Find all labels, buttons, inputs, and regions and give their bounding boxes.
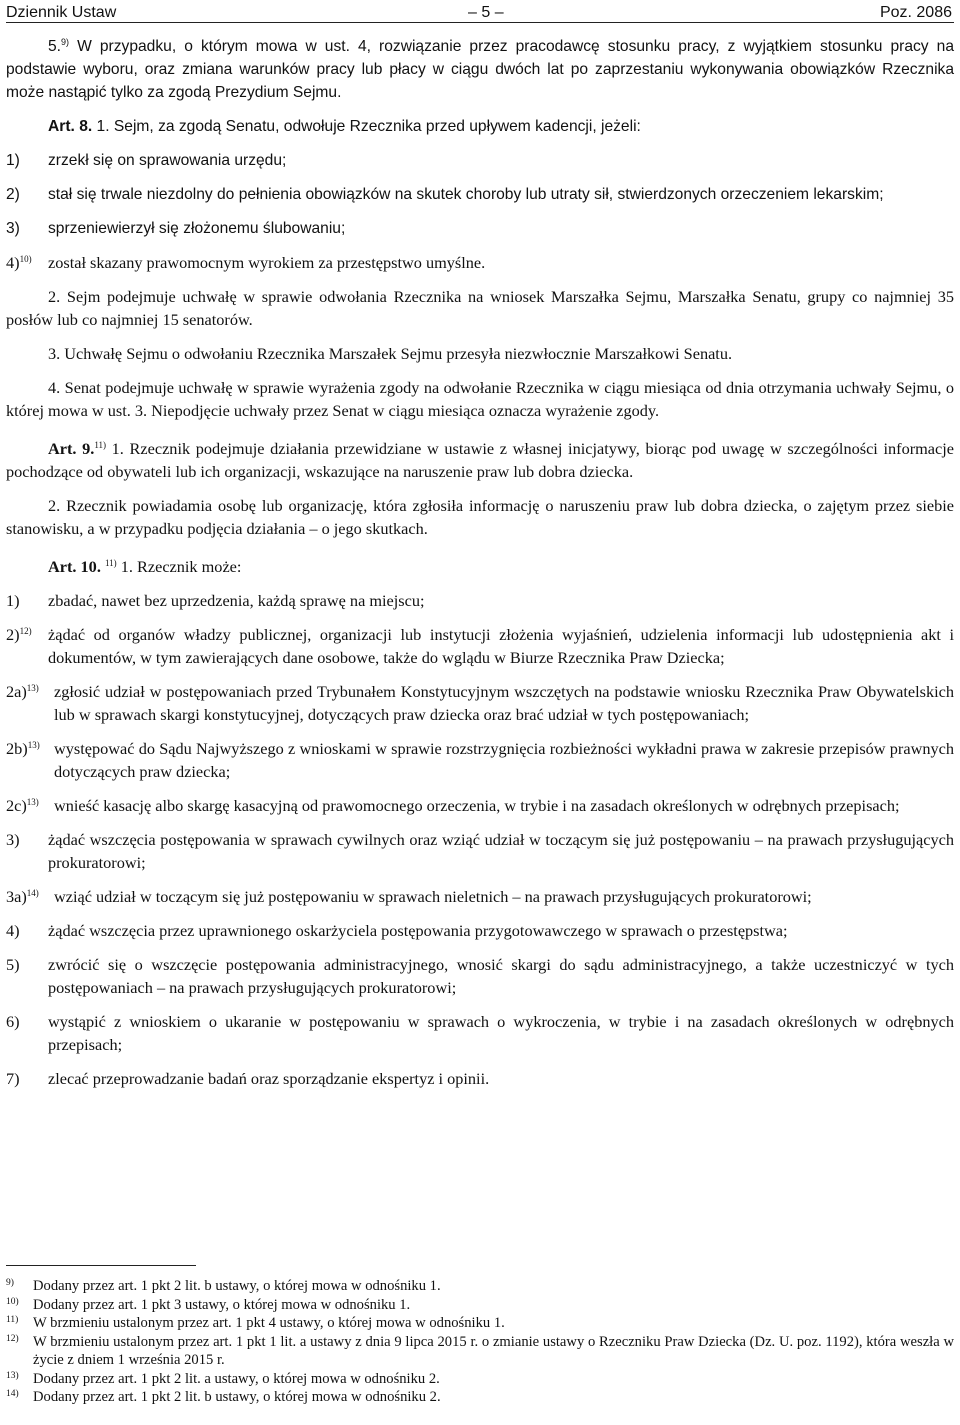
item-footnote-ref: 12) [19, 626, 32, 636]
footnote-number: 13) [6, 1370, 19, 1381]
item-text: sprzeniewierzył się złożonemu ślubowaniu; [48, 220, 346, 237]
item-number: 5) [6, 955, 20, 974]
page-header [6, 0, 954, 23]
journal-title: Dziennik Ustaw [6, 4, 117, 21]
article-8-paragraph-2: 2. Sejm podejmuje uchwałę w sprawie odwołania Rzecznika na wniosek Marszałka Sejmu, Marszałka Senatu, grupy co najmniej 35 posłów lub co najmniej 15 senatorów. [6, 287, 954, 329]
item-number: 4)$^{10)}$ [6, 253, 32, 272]
item-number: 2c)$^{13)}$ [6, 796, 39, 815]
item-footnote-ref: 13) [27, 740, 40, 750]
item-number: 2) [6, 186, 20, 203]
article-8-item [6, 251, 954, 274]
item-text: wystąpić z wnioskiem o ukaranie w postępowaniu w sprawach o wykroczenia, w trybie i na zasadach określonych w odrębnych przepisach; [48, 1012, 954, 1054]
item-number: 2)$^{12)}$ [6, 625, 32, 644]
item-text: wnieść kasację albo skargę kasacyjną od prawomocnego orzeczenia, w trybie i na zasadach określonych w odrębnych przepisach; [54, 796, 900, 815]
item-text: stał się trwale niezdolny do pełnienia obowiązków na skutek choroby lub utraty sił, stwierdzonych orzeczeniem lekarskim; [48, 186, 884, 203]
footnote [6, 1277, 954, 1296]
item-footnote-ref: 10) [19, 254, 32, 264]
footnotes [6, 1277, 954, 1407]
item-text: występować do Sądu Najwyższego z wnioskami w sprawie rozstrzygnięcia rozbieżności wykładni prawa w zakresie przepisów prawnych dotyczących praw dziecka; [54, 739, 954, 781]
article-10-heading: Art. 10. $^{11)}$ 1. Rzecznik może: [48, 557, 242, 576]
article-10-item [6, 680, 954, 726]
item-text: zgłosić udział w postępowaniach przed Trybunałem Konstytucyjnym wszczętych na podstawie wniosku Rzecznika Praw Obywatelskich lub w sprawach skargi konstytucyjnej, dotyczących praw dziecka oraz brać udział w tych postępowaniach; [54, 682, 954, 724]
item-number: 3) [6, 220, 20, 237]
item-number: 1) [6, 152, 20, 169]
footnote-text: Dodany przez art. 1 pkt 2 lit. a ustawy, o której mowa w odnośniku 2. [33, 1370, 440, 1387]
footnote-number: 9) [6, 1278, 14, 1288]
item-text: żądać od organów władzy publicznej, organizacji lub instytucji złożenia wyjaśnień, udzielenia informacji lub udostępnienia akt i dokumentów, w tym zawierających dane osobowe, także do wglądu w Biurze Rzecznika Praw Dziecka; [48, 625, 954, 667]
article-10-item [6, 794, 954, 817]
paragraph-5: 5.$^{9)}$ W przypadku, o którym mowa w ust. 4, rozwiązanie przez pracodawcę stosunku pracy, z wyjątkiem stosunku pracy na podstawie wyboru, oraz zmiana warunków pracy lub płacy w ciągu dwóch lat po zaprzestaniu wykonywania obowiązków Rzecznika może nastąpić tylko za zgodą Prezydium Sejmu. [6, 37, 954, 101]
item-text: zrzekł się on sprawowania urzędu; [48, 152, 287, 169]
article-10-item [6, 953, 954, 999]
footnote [6, 1296, 954, 1315]
article-10-item [6, 828, 954, 874]
item-number: 1) [6, 591, 20, 610]
footnote-number: 12) [6, 1333, 19, 1344]
item-text: żądać wszczęcia przez uprawnionego oskarżyciela postępowania przygotowawczego w sprawach o przestępstwa; [48, 921, 788, 940]
item-footnote-ref: 13) [26, 797, 39, 807]
article-10-item [6, 589, 954, 612]
footnote [6, 1314, 954, 1333]
article-10-item [6, 1010, 954, 1056]
item-number: 3a)$^{14)}$ [6, 887, 39, 906]
footnote-text: Dodany przez art. 1 pkt 3 ustawy, o której mowa w odnośniku 1. [33, 1296, 411, 1313]
item-number: 7) [6, 1069, 20, 1088]
item-number: 3) [6, 830, 20, 849]
footnote [6, 1388, 954, 1407]
article-8-paragraph-3: 3. Uchwałę Sejmu o odwołaniu Rzecznika Marszałek Sejmu przesyła niezwłocznie Marszałkowi Senatu. [48, 344, 733, 363]
footnote-text: Dodany przez art. 1 pkt 2 lit. b ustawy, o której mowa w odnośniku 1. [33, 1278, 441, 1294]
footnote-number: 14) [6, 1389, 19, 1399]
footnote-number: 10) [6, 1296, 19, 1307]
footnote [6, 1333, 954, 1370]
article-10-item [6, 919, 954, 942]
article-8-item [6, 217, 954, 240]
footnote-text: W brzmieniu ustalonym przez art. 1 pkt 4 ustawy, o której mowa w odnośniku 1. [33, 1315, 505, 1331]
article-10-item [6, 1067, 954, 1090]
item-text: został skazany prawomocnym wyrokiem za przestępstwo umyślne. [48, 253, 486, 272]
item-number: 2b)$^{13)}$ [6, 739, 40, 758]
article-8-heading: Art. 8. 1. Sejm, za zgodą Senatu, odwołuje Rzecznika przed upływem kadencji, jeżeli: [48, 118, 641, 135]
page-number: – 5 – [468, 4, 504, 21]
article-10-item [6, 885, 954, 908]
article-8-item [6, 149, 954, 172]
item-footnote-ref: 13) [26, 683, 39, 693]
item-text: żądać wszczęcia postępowania w sprawach cywilnych oraz wziąć udział w toczącym się już postępowaniu – na prawach przysługujących prokuratorowi; [48, 830, 954, 872]
item-number: 6) [6, 1012, 20, 1031]
article-10-items [6, 589, 954, 1090]
item-footnote-ref: 14) [26, 888, 39, 898]
footnote-number: 11) [6, 1315, 19, 1325]
document-body [6, 35, 954, 1090]
item-number: 4) [6, 921, 20, 940]
position-number: Poz. 2086 [879, 4, 952, 21]
footnote [6, 1370, 954, 1389]
article-8-item [6, 183, 954, 206]
footnote-text: W brzmieniu ustalonym przez art. 1 pkt 1 lit. a ustawy z dnia 9 lipca 2015 r. o zmianie ustawy o Rzeczniku Praw Dziecka (Dz. U. poz. 1192), która weszła w życie z dniem 1 września 2015 r. [33, 1333, 954, 1368]
item-text: wziąć udział w toczącym się już postępowaniu w sprawach nieletnich – na prawach przysługujących prokuratorowi; [54, 887, 812, 906]
article-8-items [6, 149, 954, 274]
article-9-heading: Art. 9.$^{11)}$ 1. Rzecznik podejmuje działania przewidziane w ustawie z własnej inicjatywy, biorąc pod uwagę w szczególności informacje pochodzące od obywateli lub ich organizacji, wskazujące na naruszenie praw lub dobra dziecka. [6, 439, 954, 481]
article-10-item [6, 737, 954, 783]
item-number: 2a)$^{13)}$ [6, 682, 39, 701]
item-text: zbadać, nawet bez uprzedzenia, każdą sprawę na miejscu; [48, 591, 425, 610]
item-text: zwrócić się o wszczęcie postępowania administracyjnego, wnosić skargi do sądu administracyjnego, a także uczestniczyć w tych postępowaniach – na prawach przysługujących prokuratorowi; [48, 955, 954, 997]
footnote-text: Dodany przez art. 1 pkt 2 lit. b ustawy, o której mowa w odnośniku 2. [33, 1389, 441, 1405]
article-8-paragraph-4: 4. Senat podejmuje uchwałę w sprawie wyrażenia zgody na odwołanie Rzecznika w ciągu miesiąca od dnia otrzymania uchwały Sejmu, o której mowa w ust. 3. Niepodjęcie uchwały przez Senat w ciągu miesiąca oznacza wyrażenie zgody. [6, 378, 954, 420]
footnote-divider [6, 1265, 196, 1266]
item-text: zlecać przeprowadzanie badań oraz sporządzanie ekspertyz i opinii. [48, 1069, 490, 1088]
article-10-item [6, 623, 954, 669]
article-9-paragraph-2: 2. Rzecznik powiadamia osobę lub organizację, która zgłosiła informację o naruszeniu praw lub dobra dziecka, o zajętym przez siebie stanowisku, a w przypadku podjęcia działania – o jego skutkach. [6, 496, 954, 538]
